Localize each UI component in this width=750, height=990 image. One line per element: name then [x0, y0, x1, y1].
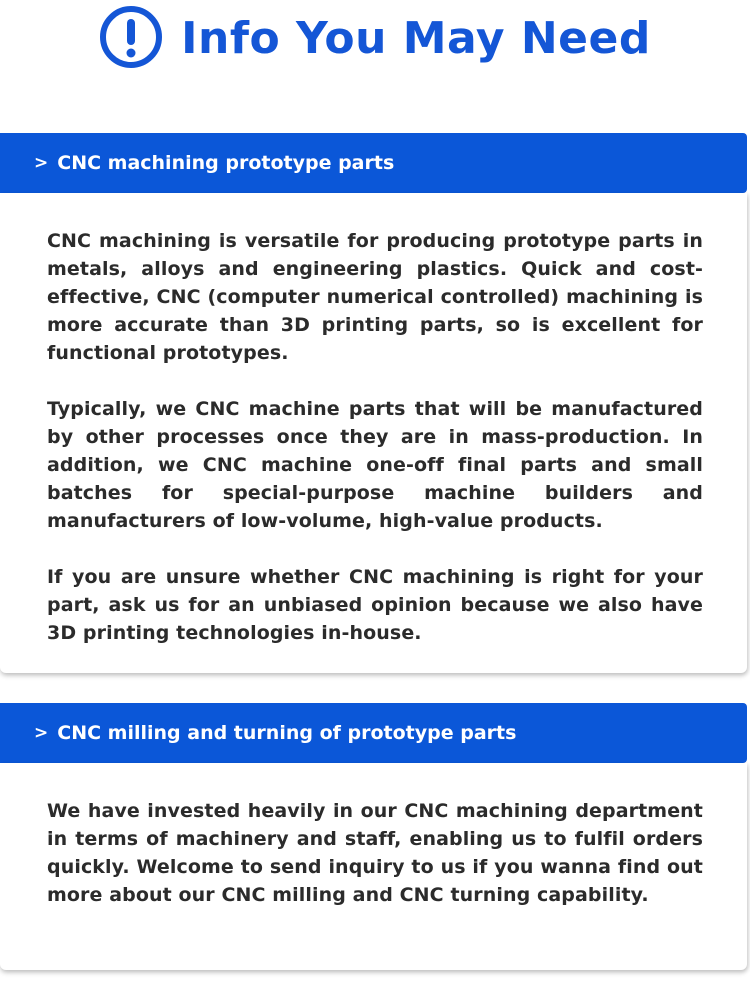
section-cnc-machining-prototype-parts [0, 133, 747, 673]
section-header-button[interactable] [0, 133, 747, 193]
chevron-right-icon: > [34, 723, 49, 743]
section-title: CNC milling and turning of prototype parts [57, 722, 517, 744]
chevron-right-icon: > [34, 153, 49, 173]
page-header [0, 0, 750, 80]
paragraph: We have invested heavily in our CNC machining department in terms of machinery and staff, enabling us to fulfil orders quickly. Welcome to send inquiry to us if you wanna find out more about our CNC milling and CNC turning capability. [47, 800, 703, 906]
exclamation-circle-icon [99, 5, 163, 69]
section-title: CNC machining prototype parts [57, 152, 395, 174]
section-header-button[interactable] [0, 703, 747, 763]
paragraph: If you are unsure whether CNC machining is right for your part, ask us for an unbiased opinion because we also have 3D printing technologies in-house. [47, 566, 703, 644]
section-content [0, 193, 747, 673]
section-cnc-milling-and-turning [0, 703, 747, 970]
paragraph: Typically, we CNC machine parts that will be manufactured by other processes once they are in mass-production. In addition, we CNC machine one-off final parts and small batches for special-purpose machine builders and manufacturers of low-volume, high-value products. [47, 398, 703, 532]
paragraph: CNC machining is versatile for producing prototype parts in metals, alloys and engineering plastics. Quick and cost-effective, CNC (computer numerical controlled) machining is more accurate than 3D printing parts, so is excellent for functional prototypes. [47, 230, 703, 364]
page-title: Info You May Need [181, 12, 651, 64]
section-content [0, 763, 747, 970]
